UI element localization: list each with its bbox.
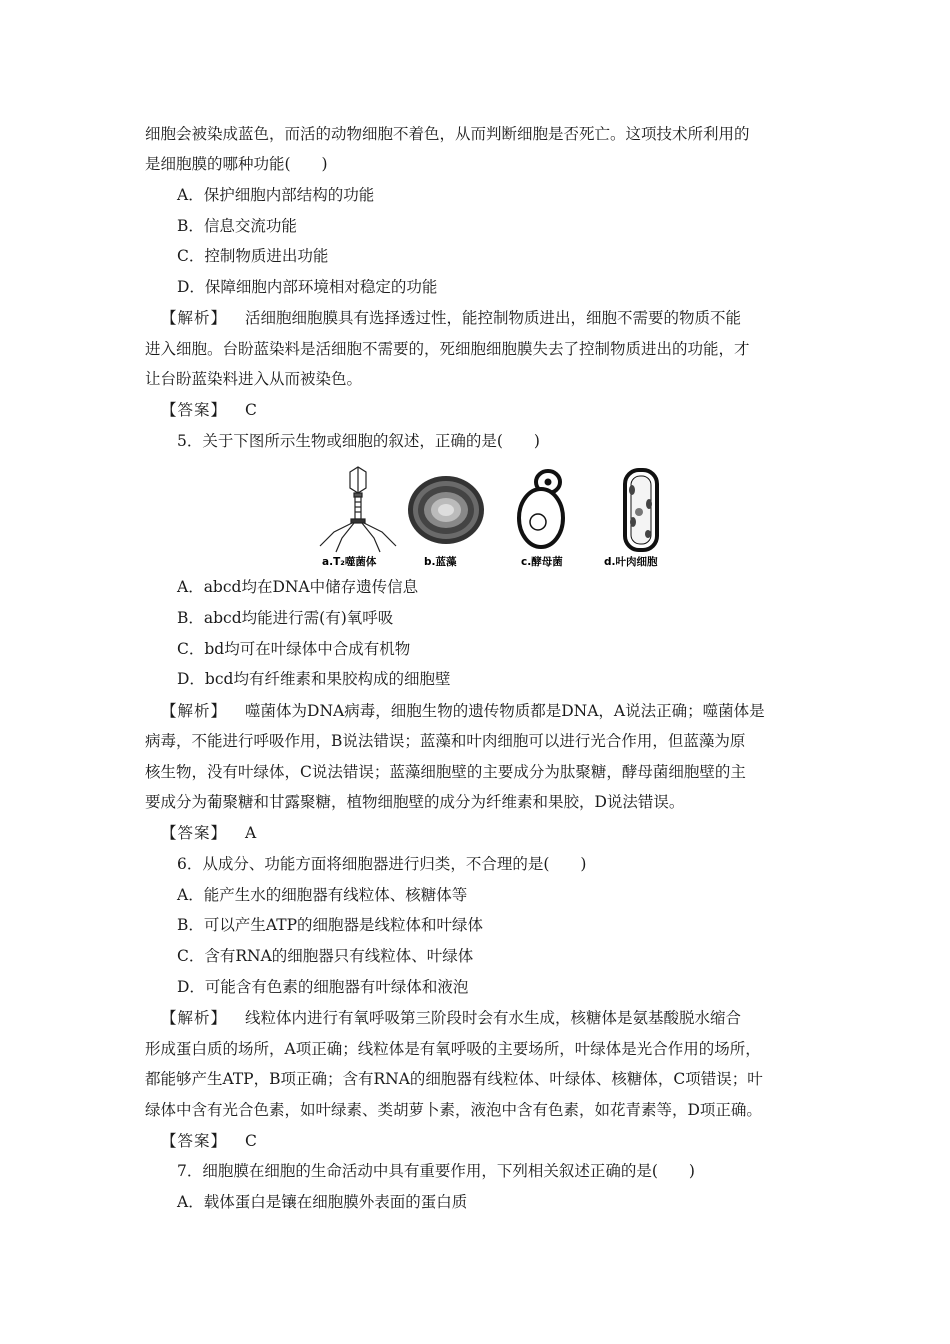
q6-answer-line — [161, 1130, 257, 1152]
cyanobacterium-drawing — [408, 476, 484, 544]
phage-drawing — [320, 467, 396, 552]
q5-option-b: B．abcd均能进行需(有)氧呼吸 — [177, 609, 394, 627]
q6-option-c: C．含有RNA的细胞器只有线粒体、叶绿体 — [177, 947, 474, 965]
q5-analysis-line1 — [161, 700, 765, 722]
q5-analysis-line4: 要成分为葡聚糖和甘露聚糖，植物细胞壁的成分为纤维素和果胶，D说法错误。 — [145, 793, 685, 811]
yeast-drawing — [519, 471, 563, 547]
q4-stem-line1: 细胞会被染成蓝色，而活的动物细胞不着色，从而判断细胞是否死亡。这项技术所利用的 — [145, 125, 750, 143]
q4-analysis-line1 — [161, 307, 741, 329]
q5-stem: 5．关于下图所示生物或细胞的叙述，正确的是( ) — [177, 432, 540, 450]
q5-analysis-line2: 病毒，不能进行呼吸作用，B说法错误；蓝藻和叶肉细胞可以进行光合作用，但蓝藻为原 — [145, 732, 746, 750]
q4-analysis-text1: 活细胞细胞膜具有选择透过性，能控制物质进出，细胞不需要的物质不能 — [245, 309, 742, 327]
q5-answer: A — [245, 824, 257, 842]
figure-label-c: c.酵母菌 — [521, 556, 563, 568]
q5-answer-line — [161, 822, 256, 844]
figure-label-b: b.蓝藻 — [424, 556, 457, 568]
q6-analysis-tag: 【解析】 — [161, 1009, 228, 1027]
q6-option-a: A．能产生水的细胞器有线粒体、核糖体等 — [177, 886, 468, 904]
q5-option-c: C．bd均可在叶绿体中合成有机物 — [177, 640, 411, 658]
q4-answer: C — [245, 401, 257, 419]
q6-option-b: B．可以产生ATP的细胞器是线粒体和叶绿体 — [177, 916, 484, 934]
q6-analysis-line4: 绿体中含有光合色素，如叶绿素、类胡萝卜素，液泡中含有色素，如花青素等，D项正确。 — [145, 1101, 762, 1119]
q4-option-c: C．控制物质进出功能 — [177, 247, 329, 265]
q4-analysis-tag: 【解析】 — [161, 309, 228, 327]
q5-analysis-tag: 【解析】 — [161, 702, 228, 720]
q5-analysis-line3: 核生物，没有叶绿体，C说法错误；蓝藻细胞壁的主要成分为肽聚糖，酵母菌细胞壁的主 — [145, 763, 746, 781]
q5-analysis-text1: 噬菌体为DNA病毒，细胞生物的遗传物质都是DNA，A说法正确；噬菌体是 — [245, 702, 765, 720]
q5-option-a: A．abcd均在DNA中储存遗传信息 — [177, 578, 419, 596]
figure-label-a: a.T₂噬菌体 — [322, 556, 377, 568]
q6-option-d: D．可能含有色素的细胞器有叶绿体和液泡 — [177, 978, 469, 996]
q4-analysis-line3: 让台盼蓝染料进入从而被染色。 — [145, 370, 363, 388]
q6-analysis-line3: 都能够产生ATP，B项正确；含有RNA的细胞器有线粒体、叶绿体、核糖体，C项错误；叶 — [145, 1070, 763, 1088]
q6-analysis-text1: 线粒体内进行有氧呼吸第三阶段时会有水生成，核糖体是氨基酸脱水缩合 — [245, 1009, 742, 1027]
q6-answer-tag: 【答案】 — [161, 1132, 228, 1150]
q4-analysis-line2: 进入细胞。台盼蓝染料是活细胞不需要的，死细胞细胞膜失去了控制物质进出的功能，才 — [145, 340, 750, 358]
q7-option-a: A．载体蛋白是镶在细胞膜外表面的蛋白质 — [177, 1193, 468, 1211]
organisms-illustration — [312, 462, 682, 572]
q5-answer-tag: 【答案】 — [161, 824, 228, 842]
q4-option-d: D．保障细胞内部环境相对稳定的功能 — [177, 278, 438, 296]
q4-answer-tag: 【答案】 — [161, 401, 228, 419]
mesophyll-cell-drawing — [625, 470, 657, 550]
q5-option-d: D．bcd均有纤维素和果胶构成的细胞壁 — [177, 670, 451, 688]
q6-analysis-line2: 形成蛋白质的场所，A项正确；线粒体是有氧呼吸的主要场所，叶绿体是光合作用的场所， — [145, 1040, 761, 1058]
q4-stem-line2: 是细胞膜的哪种功能( ) — [145, 155, 328, 173]
q4-option-b: B．信息交流功能 — [177, 217, 297, 235]
q6-stem: 6．从成分、功能方面将细胞器进行归类，不合理的是( ) — [177, 855, 587, 873]
q6-answer: C — [245, 1132, 257, 1150]
q6-analysis-line1 — [161, 1007, 741, 1029]
figure-label-d: d.叶肉细胞 — [604, 556, 658, 568]
q4-answer-line — [161, 399, 257, 421]
q4-option-a: A．保护细胞内部结构的功能 — [177, 186, 375, 204]
q5-figure — [312, 462, 682, 572]
q7-stem: 7．细胞膜在细胞的生命活动中具有重要作用，下列相关叙述正确的是( ) — [177, 1162, 695, 1180]
